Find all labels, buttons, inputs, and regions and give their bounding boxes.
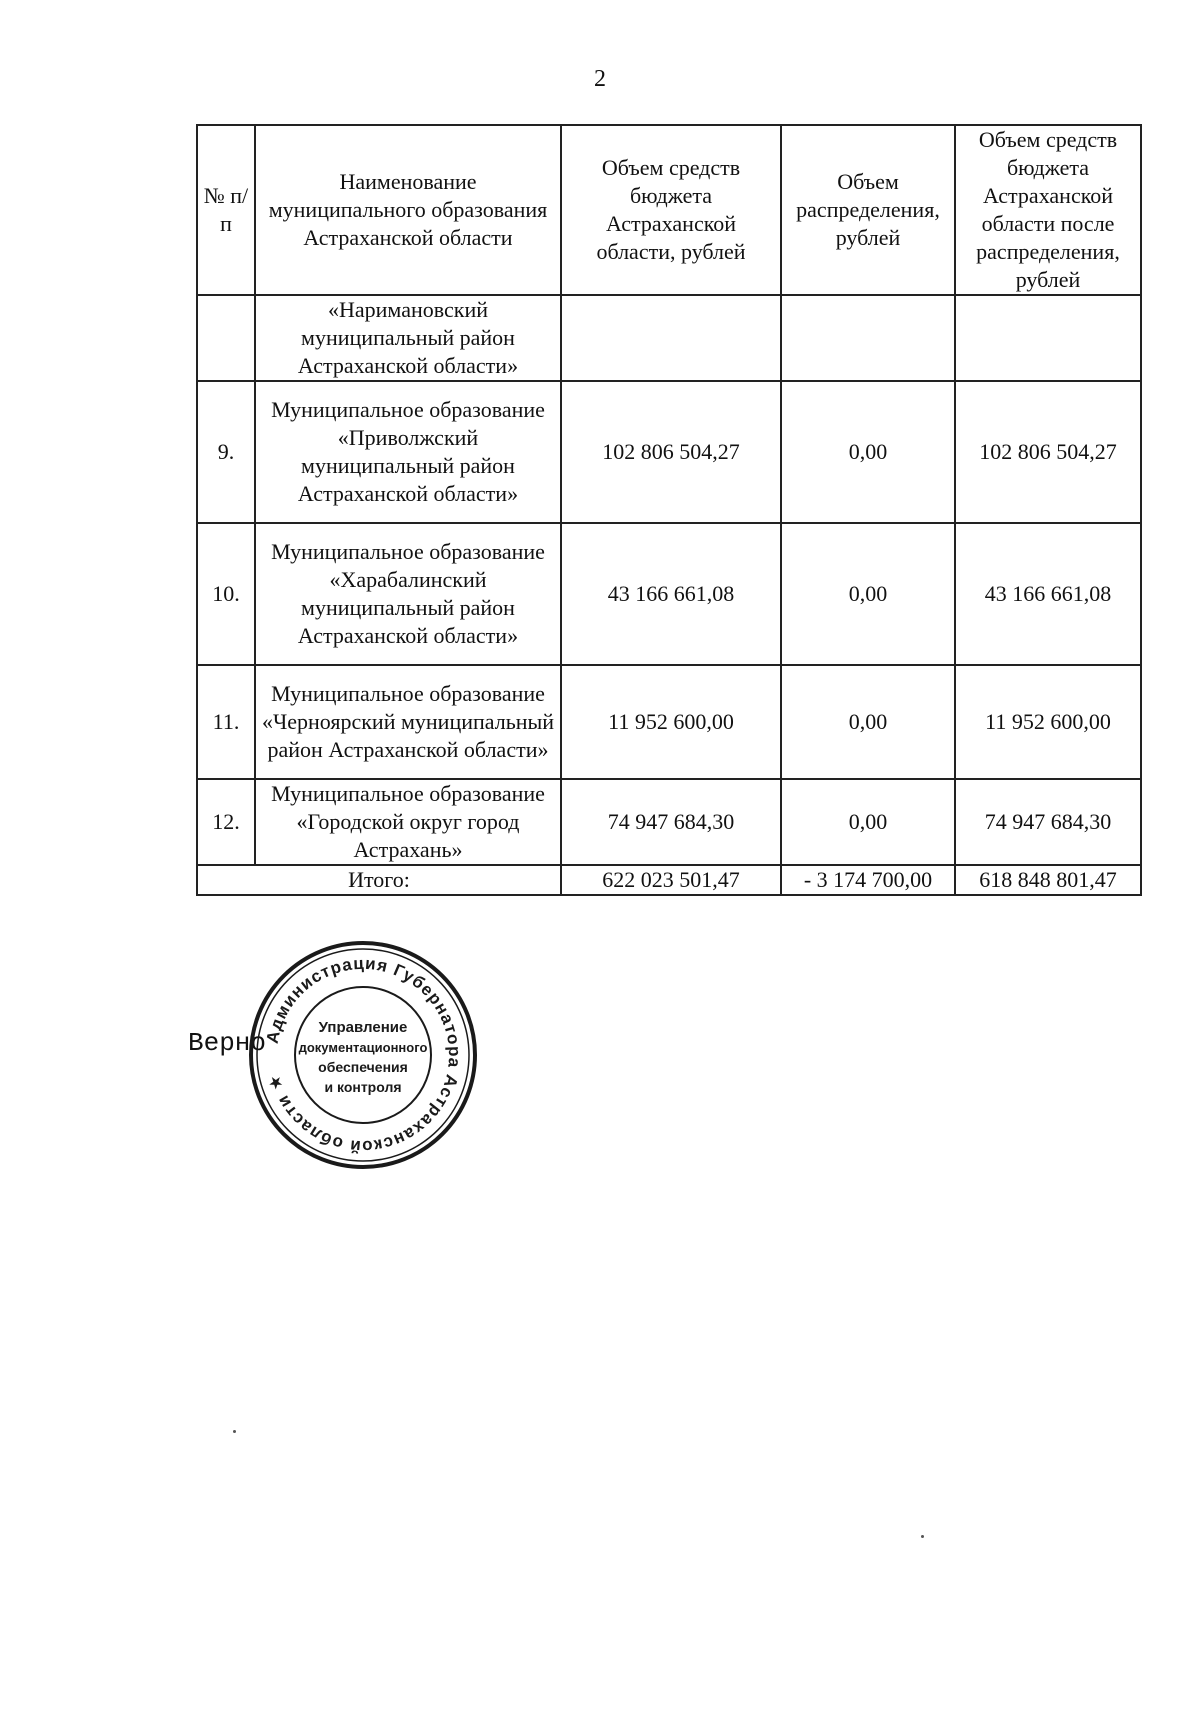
- total-label: Итого:: [197, 865, 561, 895]
- cell-name: «Наримановский муниципальный район Астраханской области»: [255, 295, 561, 381]
- cell-volume: 43 166 661,08: [561, 523, 781, 665]
- page-number: 2: [594, 66, 606, 92]
- header-after: Объем средств бюджета Астраханской области после распределения, рублей: [955, 125, 1141, 295]
- header-distribution: Объем распределения, рублей: [781, 125, 955, 295]
- total-volume: 622 023 501,47: [561, 865, 781, 895]
- header-volume: Объем средств бюджета Астраханской области, рублей: [561, 125, 781, 295]
- cell-after: 11 952 600,00: [955, 665, 1141, 779]
- official-seal-stamp: [248, 940, 478, 1170]
- cell-distribution: 0,00: [781, 381, 955, 523]
- cell-volume: 11 952 600,00: [561, 665, 781, 779]
- table-row: [197, 665, 1141, 779]
- table-row: [197, 523, 1141, 665]
- seal-line-2: документационного: [298, 1040, 428, 1055]
- cell-after: 74 947 684,30: [955, 779, 1141, 865]
- cell-num: [197, 295, 255, 381]
- seal-center-ring: [295, 987, 431, 1123]
- cell-num: 11.: [197, 665, 255, 779]
- cell-num: 10.: [197, 523, 255, 665]
- seal-line-1: Управление: [318, 1019, 408, 1036]
- scan-speck: [921, 1535, 924, 1538]
- cell-distribution: [781, 295, 955, 381]
- cell-after: [955, 295, 1141, 381]
- cell-distribution: 0,00: [781, 523, 955, 665]
- cell-name: Муниципальное образование «Черноярский муниципальный район Астраханской области»: [255, 665, 561, 779]
- cell-volume: 102 806 504,27: [561, 381, 781, 523]
- table-header-row: [197, 125, 1141, 295]
- table-total-row: [197, 865, 1141, 895]
- cell-volume: [561, 295, 781, 381]
- cell-num: 12.: [197, 779, 255, 865]
- cell-name: Муниципальное образование «Харабалинский муниципальный район Астраханской области»: [255, 523, 561, 665]
- cell-name: Муниципальное образование «Городской округ город Астрахань»: [255, 779, 561, 865]
- total-distribution: - 3 174 700,00: [781, 865, 955, 895]
- cell-distribution: 0,00: [781, 779, 955, 865]
- header-num: № п/п: [197, 125, 255, 295]
- seal-outer-ring: [251, 943, 475, 1167]
- total-after: 618 848 801,47: [955, 865, 1141, 895]
- cell-distribution: 0,00: [781, 665, 955, 779]
- budget-distribution-table: [196, 124, 1142, 896]
- scan-speck: [233, 1430, 236, 1433]
- certification-block: [188, 940, 478, 1180]
- seal-ring-textpath: Администрация Губернатора Астраханской области ★: [262, 953, 465, 1157]
- table-row: [197, 779, 1141, 865]
- cell-volume: 74 947 684,30: [561, 779, 781, 865]
- cell-after: 43 166 661,08: [955, 523, 1141, 665]
- cell-after: 102 806 504,27: [955, 381, 1141, 523]
- seal-line-4: и контроля: [324, 1079, 402, 1095]
- table-row: [197, 381, 1141, 523]
- verno-label: Верно: [188, 1028, 267, 1058]
- cell-num: 9.: [197, 381, 255, 523]
- header-name: Наименование муниципального образования Астраханской области: [255, 125, 561, 295]
- seal-inner-ring: [257, 949, 469, 1161]
- cell-name: Муниципальное образование «Приволжский муниципальный район Астраханской области»: [255, 381, 561, 523]
- seal-line-3: обеспечения: [318, 1059, 408, 1075]
- table-row-continuation: [197, 295, 1141, 381]
